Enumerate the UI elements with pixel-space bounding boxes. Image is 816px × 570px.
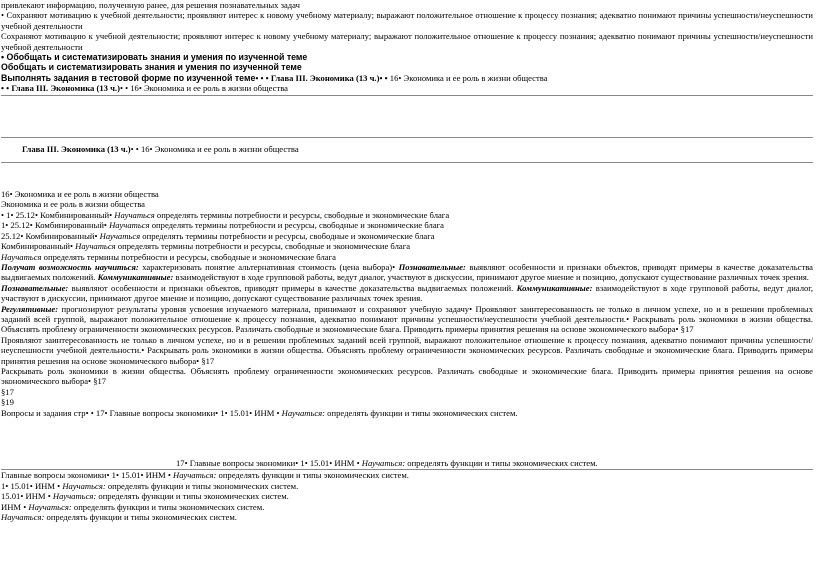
text-line: Экономика и ее роль в жизни общества [1, 199, 145, 210]
text-line [1, 252, 813, 262]
objective-text: определять термины потребности и ресурсы, свободные и экономические блага [41, 251, 336, 262]
term-label: Коммуникативные: [516, 282, 593, 293]
text-paragraph: Сохраняют мотивацию к учебной деятельности; проявляют интерес к новому учебному материалу; выражают положительное отношение к процессу познания; адекватно понимают причины успешности/неуспешности учебной деятельности [1, 31, 813, 52]
chapter-heading [1, 144, 813, 154]
term-label: Получат возможность научиться: [1, 261, 139, 272]
objective-text: определять функции и типы экономических систем. [405, 458, 598, 468]
term-text: выявляют особенности и признаки объектов, приводят примеры в качестве доказательства выдвигаемых положений. [68, 282, 517, 293]
text-line [1, 502, 813, 512]
objective-label: Научаться: [281, 407, 326, 418]
lesson-heading [1, 458, 813, 468]
lesson-meta: 1• 25.12• Комбинированный• [1, 220, 110, 231]
text-paragraph [1, 304, 813, 335]
lesson-meta: 25.12• Комбинированный• [1, 230, 100, 241]
divider [1, 137, 813, 138]
text-line: 16• Экономика и ее роль в жизни общества [1, 189, 159, 200]
lesson-title: • • 16• Экономика и ее роль в жизни общества [130, 143, 299, 154]
term-label: Регулятивные: [1, 303, 59, 314]
objective-text: определять функции и типы экономических систем. [105, 480, 299, 491]
text-line [1, 231, 813, 241]
bullets: • • • [255, 72, 271, 83]
lesson-meta: Комбинированный• [1, 241, 76, 252]
term-label: Познавательные: [398, 261, 466, 272]
objective-text: определять функции и типы экономических систем. [325, 407, 518, 418]
objective-label: Научаться [109, 220, 150, 231]
text-paragraph [1, 283, 813, 304]
objective-text: определять функции и типы экономических систем. [216, 470, 409, 481]
text-line [1, 241, 813, 251]
objective-text: определять термины потребности и ресурсы, свободные и экономические блага [149, 220, 444, 231]
objective-label: Научаться: [28, 501, 72, 512]
text-paragraph: Раскрывать роль экономики в жизни общества. Объяснять проблему ограниченности экономических ресурсов. Различать свободные и экономические блага. Приводить примеры принятия решения на основе экономического выбора• §17 [1, 365, 813, 387]
objective-label: Научаться [114, 209, 155, 220]
text-paragraph [1, 262, 813, 283]
lesson-title: 16• Экономика и ее роль в жизни общества [389, 72, 548, 83]
text-line: §19 [1, 397, 14, 408]
term-text: характеризовать понятие альтернативная стоимость (цена выбора)• [138, 261, 399, 272]
objective-label: Научаться: [52, 491, 97, 502]
objective-text: определять термины потребности и ресурсы, свободные и экономические блага [140, 230, 435, 241]
chapter-title: Глава III. Экономика (13 ч.) [22, 143, 131, 154]
objective-text: определять функции и типы экономических систем. [96, 491, 289, 502]
term-text: выявляют особенности и признаки объектов, приводят примеры в качестве доказательства выдвигаемых положений. [1, 261, 813, 283]
text-line [1, 481, 813, 491]
term-label: Коммуникативные: [97, 272, 174, 283]
lesson-meta: 1• 15.01• ИНМ • [1, 480, 63, 491]
section-heading: • Обобщать и систематизировать знания и умения по изученной теме [1, 52, 308, 63]
lesson-meta: Вопросы и задания стр• • 17• Главные вопросы экономики• 1• 15.01• ИНМ • [1, 407, 282, 418]
chapter-title: • • Глава III. Экономика (13 ч.) [1, 83, 120, 94]
section-heading: Обобщать и систематизировать знания и умения по изученной теме [1, 62, 302, 73]
objective-label: Научаться: [361, 458, 406, 468]
bullets: • • [379, 72, 390, 83]
objective-label: Научаться: [173, 470, 217, 481]
text-line [1, 408, 813, 418]
lesson-meta: 15.01• ИНМ • [1, 491, 53, 502]
objective-label: Научаться: [62, 480, 106, 491]
text-line: §17 [1, 386, 14, 397]
lesson-meta: 17• Главные вопросы экономики• 1• 15.01• ИНМ • [176, 458, 362, 468]
chapter-line [1, 83, 813, 93]
objective-text: определять функции и типы экономических систем. [71, 501, 265, 512]
test-heading: Выполнять задания в тестовой форме по изученной теме [1, 72, 256, 83]
objective-label: Научаться [1, 251, 42, 262]
term-text: взаимодействуют в ходе групповой работы, ведут диалог, участвуют в дискуссии, принимают другое мнение и позицию, допускают существование различных точек зрения. [173, 272, 809, 283]
term-text: прогнозируют результаты уровня усвоения изучаемого материала, принимают и сохраняют учебную задачу• Проявляют заинтересованность не только в личном успехе, но и в решении проблемных заданий всей группой, выражают положительное отношение к процессу познания, адекватно понимают причины успешности/неуспешности учебной деятельности.• Раскрывать роль экономики в жизни общества. Объяснять проблему ограниченности экономических ресурсов. Различать свободные и экономические блага. Приводить примеры принятия решения на основе экономического выбора• §17 [1, 303, 813, 335]
lesson-meta: ИНМ • [1, 501, 29, 512]
text-line [1, 220, 813, 230]
objective-label: Научаться [99, 230, 141, 241]
section-heading-line [1, 73, 813, 83]
objective-label: Научаться: [1, 512, 45, 523]
text-line [1, 512, 813, 522]
objective-text: определять функции и типы экономических систем. [44, 512, 237, 523]
objective-text: определять термины потребности и ресурсы, свободные и экономические блага [115, 241, 411, 252]
term-label: Познавательные: [1, 282, 69, 293]
lesson-meta: Главные вопросы экономики• 1• 15.01• ИНМ • [1, 470, 173, 481]
text-line [1, 491, 813, 501]
text-line [1, 210, 813, 220]
term-text: взаимодействуют в ходе групповой работы, ведут диалог, участвуют в дискуссии, принимают другое мнение и позицию, допускают существование различных точек зрения. [1, 282, 813, 304]
lesson-meta: • 1• 25.12• Комбинированный• [1, 209, 115, 220]
objective-text: определять термины потребности и ресурсы, свободные и экономические блага [154, 209, 450, 220]
chapter-title: Глава III. Экономика (13 ч.) [270, 72, 380, 83]
text-line: привлекают информацию, полученную ранее, для решения познавательных задач [1, 0, 300, 10]
document-page [1, 0, 813, 522]
text-line [1, 470, 813, 480]
lesson-title: • • 16• Экономика и ее роль в жизни общества [119, 83, 288, 94]
objective-label: Научаться [75, 241, 116, 252]
text-paragraph: • Сохраняют мотивацию к учебной деятельности; проявляют интерес к новому учебному материалу; выражают положительное отношение к процессу познания; адекватно понимают причины успешности/неуспешности учебной деятельности [1, 10, 813, 31]
text-paragraph: Проявляют заинтересованность не только в личном успехе, но и в решении проблемных заданий всей группой, выражают положительное отношение к процессу познания, адекватно понимают причины успешности/неуспешности учебной деятельности.• Раскрывать роль экономики в жизни общества. Объяснять проблему ограниченности экономических ресурсов. Различать свободные и экономические блага. Приводить примеры принятия решения на основе экономического выбора• §17 [1, 334, 813, 366]
